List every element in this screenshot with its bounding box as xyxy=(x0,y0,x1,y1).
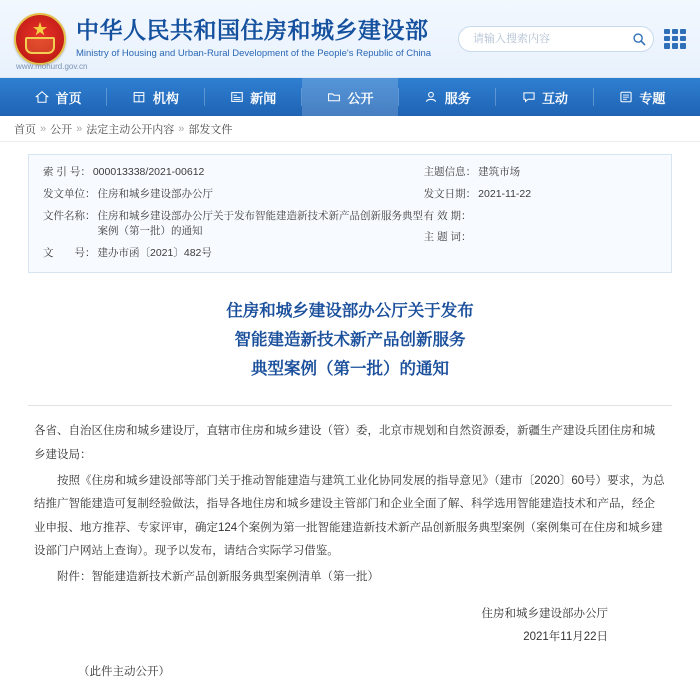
meta-label: 发文日期： xyxy=(423,187,477,200)
document-title-line-2: 智能建造新技术新产品创新服务 xyxy=(234,329,466,349)
main-nav xyxy=(0,78,700,116)
breadcrumb-item-ministry-documents[interactable]: 部发文件 xyxy=(188,123,233,136)
signature-organization: 住房和城乡建设部办公厅 xyxy=(481,608,608,621)
national-emblem-icon xyxy=(14,13,66,65)
nav-item-public[interactable] xyxy=(302,78,398,116)
signature-date: 2021年11月22日 xyxy=(523,631,608,644)
meta-label: 主题信息： xyxy=(423,166,477,178)
document-meta-box xyxy=(28,154,672,273)
meta-row-keywords xyxy=(424,230,657,246)
nav-label: 服务 xyxy=(444,90,471,106)
meta-value: 住房和城乡建设部办公厅关于发布智能建造新技术新产品创新服务典型案例（第一批）的通知 xyxy=(97,209,423,238)
meta-row-subject-info xyxy=(424,165,657,181)
folder-open-icon xyxy=(326,90,341,105)
search-box[interactable] xyxy=(458,26,654,52)
meta-value: 000013338/2021-00612 xyxy=(92,166,205,178)
topic-icon xyxy=(618,90,633,105)
chat-icon xyxy=(521,90,536,105)
document-title-line-3: 典型案例（第一批）的通知 xyxy=(251,358,449,378)
meta-value xyxy=(472,230,474,246)
meta-value: 住房和城乡建设部办公厅 xyxy=(97,187,213,200)
meta-value xyxy=(472,209,474,225)
search-input[interactable] xyxy=(471,32,629,46)
nav-item-service[interactable] xyxy=(399,78,495,116)
nav-label: 机构 xyxy=(152,90,179,106)
document-footnote: （此件主动公开） xyxy=(78,666,170,679)
document-title-line-1: 住房和城乡建设部办公厅关于发布 xyxy=(226,300,474,320)
nav-label: 互动 xyxy=(542,90,569,106)
document-attachment[interactable]: 附件：智能建造新技术新产品创新服务典型案例清单（第一批） xyxy=(57,570,379,583)
nav-label: 新闻 xyxy=(250,90,277,106)
meta-wrapper xyxy=(0,142,700,273)
nav-item-home[interactable] xyxy=(10,78,106,116)
document-signature xyxy=(34,603,666,649)
nav-item-interaction[interactable] xyxy=(496,78,592,116)
site-title-cn: 中华人民共和国住房和城乡建设部 xyxy=(76,18,429,45)
meta-label: 发文单位： xyxy=(43,187,96,200)
document-title xyxy=(28,287,672,390)
news-icon xyxy=(229,90,244,105)
meta-row-issuing-unit xyxy=(43,187,424,203)
document-paragraph-1: 按照《住房和城乡建设部等部门关于推动智能建造与建筑工业化协同发展的指导意见》（建市〔2020〕60号）要求，为总结推广智能建造可复制经验做法，指导各地住房和城乡建设主管部门和企业全面了解、科学选用智能建造技术和产品，经企业申报、地方推荐、专家评审，确定124个案例为第一批智能建造新技术新产品创新服务典型案例（案例集可在住房和城乡建设部门户网站上查询）。现予以发布，请结合实际学习借鉴。 xyxy=(34,474,665,558)
document-area xyxy=(0,273,700,685)
meta-value: 建筑市场 xyxy=(478,166,521,178)
building-icon xyxy=(132,90,147,105)
meta-label: 索 引 号： xyxy=(43,166,91,178)
breadcrumb-item-home[interactable]: 首页 xyxy=(14,123,36,136)
grid-menu-icon[interactable] xyxy=(664,29,686,49)
meta-row-issue-date xyxy=(424,187,657,203)
meta-value: 2021-11-22 xyxy=(478,187,532,200)
search-button[interactable] xyxy=(629,29,649,49)
breadcrumb-separator: » xyxy=(178,122,185,135)
meta-row-document-number xyxy=(43,246,424,262)
breadcrumb-item-legal-disclosure[interactable]: 法定主动公开内容 xyxy=(86,123,175,136)
meta-value: 建办市函〔2021〕482号 xyxy=(97,247,212,259)
breadcrumb-separator: » xyxy=(76,122,83,135)
nav-item-organization[interactable] xyxy=(107,78,203,116)
site-title-en: Ministry of Housing and Urban-Rural Development of the People's Republic of China xyxy=(76,47,432,59)
nav-item-news[interactable] xyxy=(205,78,301,116)
meta-column-left xyxy=(43,165,424,262)
document-salutation: 各省、自治区住房和城乡建设厅，直辖市住房和城乡建设（管）委，北京市规划和自然资源委，新疆生产建设兵团住房和城乡建设局： xyxy=(34,425,655,461)
meta-label: 文 号： xyxy=(43,247,96,259)
site-url: www.mohurd.gov.cn xyxy=(16,62,88,71)
meta-row-index-number xyxy=(43,165,424,181)
meta-column-right xyxy=(424,165,657,262)
meta-row-validity-period xyxy=(424,209,657,225)
site-header xyxy=(0,0,700,78)
nav-label: 专题 xyxy=(639,90,666,106)
nav-label: 公开 xyxy=(347,90,374,106)
site-title-block xyxy=(76,18,431,58)
header-right xyxy=(458,26,686,52)
meta-label: 主 题 词： xyxy=(423,231,472,244)
breadcrumb-separator: » xyxy=(40,122,47,135)
meta-label: 文件名称： xyxy=(43,209,96,222)
search-icon xyxy=(632,32,646,46)
meta-label: 有 效 期： xyxy=(423,209,472,222)
breadcrumb xyxy=(0,116,700,142)
home-icon xyxy=(35,90,50,105)
nav-label: 首页 xyxy=(55,90,82,106)
nav-item-topic[interactable] xyxy=(594,78,690,116)
meta-row-file-name xyxy=(43,209,424,241)
user-service-icon xyxy=(424,90,439,105)
document-body xyxy=(28,406,672,685)
breadcrumb-item-public[interactable]: 公开 xyxy=(50,123,73,136)
